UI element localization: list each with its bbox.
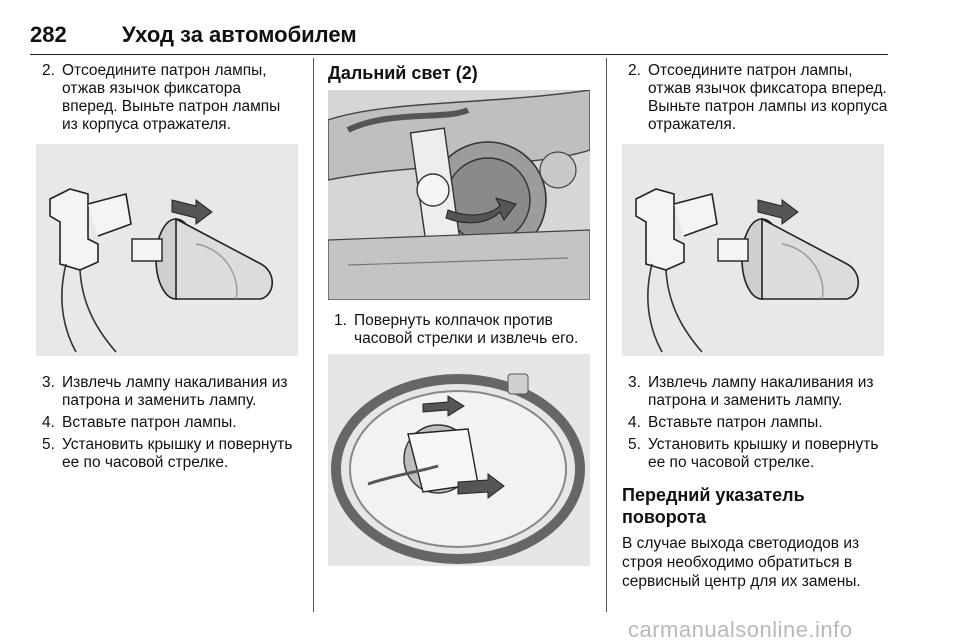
step-text: Повернуть колпачок против часовой стрелки и извлечь его. <box>354 312 579 347</box>
step-number: 1. <box>334 312 347 329</box>
step-item <box>36 62 298 134</box>
column-right <box>622 62 890 591</box>
step-item <box>622 414 890 432</box>
page-number: 282 <box>30 22 67 47</box>
step-item <box>622 436 890 472</box>
body-paragraph: В случае выхода светодиодов из строя необходимо обратиться в сервисный центр для их замены. <box>622 535 861 590</box>
step-text: Извлечь лампу накаливания из патрона и заменить лампу. <box>648 374 874 409</box>
step-number: 2. <box>628 62 641 79</box>
step-number: 4. <box>628 414 641 431</box>
page-title: Уход за автомобилем <box>122 22 357 47</box>
step-item <box>36 414 298 432</box>
step-text: Установить крышку и повернуть ее по часовой стрелке. <box>62 436 293 471</box>
step-number: 5. <box>628 436 641 453</box>
step-item <box>36 436 298 472</box>
step-number: 3. <box>42 374 55 391</box>
headlamp-cap-illustration <box>328 90 590 300</box>
step-number: 5. <box>42 436 55 453</box>
column-divider <box>606 58 607 612</box>
step-number: 4. <box>42 414 55 431</box>
step-text: Отсоедините патрон лампы, отжав язычок фиксатора вперед. Выньте патрон лампы из корпуса отражателя. <box>62 62 281 133</box>
column-left <box>36 62 298 476</box>
step-text: Извлечь лампу накаливания из патрона и заменить лампу. <box>62 374 288 409</box>
section-heading: Дальний свет (2) <box>328 63 478 83</box>
step-text: Установить крышку и повернуть ее по часовой стрелке. <box>648 436 879 471</box>
page-header <box>30 22 888 55</box>
column-middle <box>328 62 592 566</box>
step-item <box>622 62 890 134</box>
bulb-socket-illustration <box>622 144 884 356</box>
column-divider <box>313 58 314 612</box>
step-text: Вставьте патрон лампы. <box>62 414 237 431</box>
step-item <box>328 312 592 348</box>
step-text: Вставьте патрон лампы. <box>648 414 823 431</box>
bulb-socket-illustration <box>36 144 298 356</box>
bulb-holder-illustration <box>328 354 590 566</box>
steps-list <box>36 374 298 472</box>
step-number: 3. <box>628 374 641 391</box>
step-item <box>36 374 298 410</box>
step-text: Отсоедините патрон лампы, отжав язычок фиксатора вперед. Выньте патрон лампы из корпуса отражателя. <box>648 62 888 133</box>
step-item <box>622 374 890 410</box>
steps-list <box>622 374 890 472</box>
section-heading: Передний указатель поворота <box>622 485 805 527</box>
watermark: carmanualsonline.info <box>628 617 853 642</box>
step-number: 2. <box>42 62 55 79</box>
